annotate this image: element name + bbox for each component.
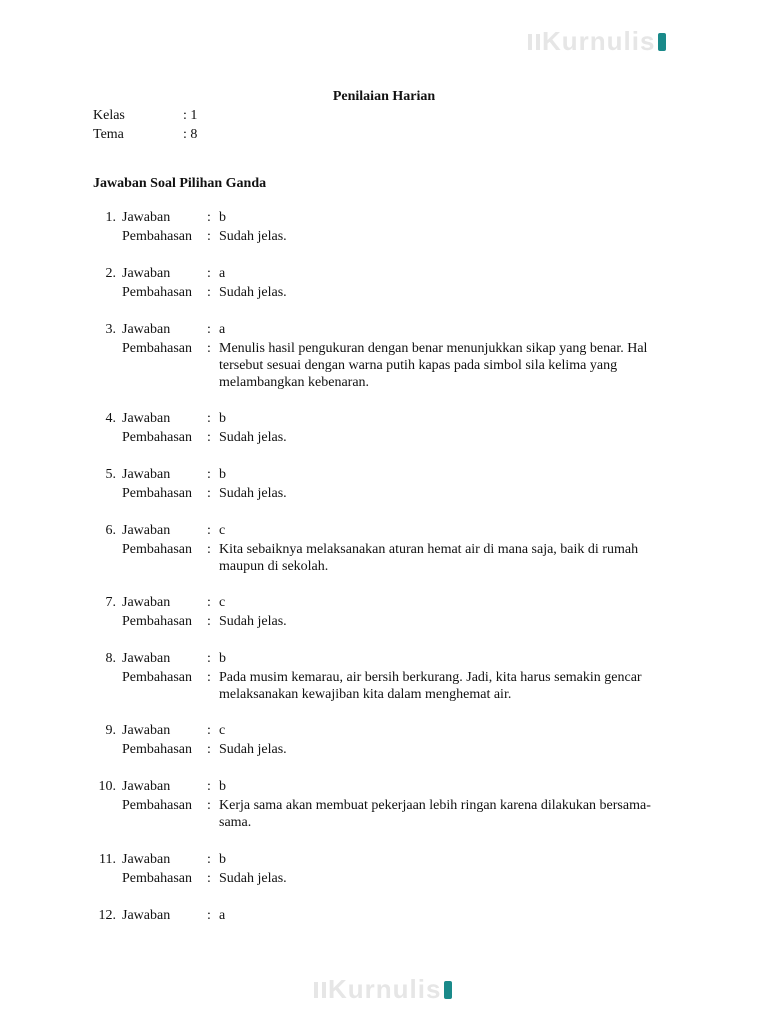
colon: : <box>207 322 211 337</box>
answer-value: b <box>219 852 226 867</box>
colon: : <box>207 542 211 557</box>
explanation-label: Pembahasan <box>122 341 192 356</box>
item-number: 1. <box>105 210 116 225</box>
item-number: 10. <box>98 779 116 794</box>
answer-label: Jawaban <box>122 595 171 610</box>
explanation-row <box>0 796 768 830</box>
section-heading: Jawaban Soal Pilihan Ganda <box>93 176 267 191</box>
answer-item <box>0 593 768 631</box>
watermark-tag-icon <box>658 33 666 51</box>
watermark-tag-icon <box>444 981 452 999</box>
watermark-brand: Kurnulis <box>542 26 656 56</box>
explanation-text: Menulis hasil pengukuran dengan benar menunjukkan sikap yang benar. Hal tersebut sesuai dengan warna putih kapas pada simbol sila kelima yang melambangkan kebenaran. <box>219 341 648 390</box>
answer-item <box>0 521 768 574</box>
colon: : <box>207 210 211 225</box>
answer-label: Jawaban <box>122 523 171 538</box>
explanation-label: Pembahasan <box>122 229 192 244</box>
explanation-text: Sudah jelas. <box>219 285 287 300</box>
answer-row <box>0 521 768 540</box>
item-number: 11. <box>99 852 116 867</box>
explanation-text: Sudah jelas. <box>219 229 287 244</box>
colon: : <box>207 523 211 538</box>
colon: : <box>207 779 211 794</box>
colon: : <box>207 651 211 666</box>
meta-tema <box>93 125 293 144</box>
answer-value: b <box>219 779 226 794</box>
watermark-logo-bottom <box>314 974 452 1005</box>
explanation-row <box>0 484 768 503</box>
explanation-text: Sudah jelas. <box>219 430 287 445</box>
explanation-row <box>0 869 768 888</box>
colon: : <box>207 908 211 923</box>
answer-value: b <box>219 411 226 426</box>
colon: : <box>207 723 211 738</box>
explanation-text: Sudah jelas. <box>219 614 287 629</box>
meta-label: Kelas <box>93 108 125 123</box>
answer-item <box>0 721 768 759</box>
answer-row <box>0 593 768 612</box>
item-number: 6. <box>105 523 116 538</box>
answer-item <box>0 409 768 447</box>
answer-value: b <box>219 467 226 482</box>
answer-row <box>0 264 768 283</box>
colon: : <box>207 742 211 757</box>
answer-label: Jawaban <box>122 210 171 225</box>
item-number: 9. <box>105 723 116 738</box>
explanation-text: Kita sebaiknya melaksanakan aturan hemat air di mana saja, baik di rumah maupun di sekolah. <box>219 542 639 574</box>
watermark-logo-top <box>528 26 666 57</box>
answer-value: a <box>219 266 226 281</box>
answer-label: Jawaban <box>122 467 171 482</box>
answer-label: Jawaban <box>122 908 171 923</box>
item-number: 2. <box>105 266 116 281</box>
explanation-text: Sudah jelas. <box>219 742 287 757</box>
answer-item <box>0 906 768 925</box>
item-number: 12. <box>98 908 116 923</box>
explanation-text: Sudah jelas. <box>219 871 287 886</box>
colon: : <box>207 798 211 813</box>
explanation-label: Pembahasan <box>122 742 192 757</box>
meta-label: Tema <box>93 127 124 142</box>
meta-value: : 8 <box>183 127 198 142</box>
answer-value: c <box>219 723 226 738</box>
answer-row <box>0 465 768 484</box>
explanation-row <box>0 540 768 574</box>
explanation-label: Pembahasan <box>122 285 192 300</box>
answer-item <box>0 777 768 830</box>
answer-label: Jawaban <box>122 651 171 666</box>
answer-row <box>0 850 768 869</box>
colon: : <box>207 430 211 445</box>
answer-value: c <box>219 523 226 538</box>
document-title: Penilaian Harian <box>332 89 436 104</box>
meta-value: : 1 <box>183 108 198 123</box>
answer-value: a <box>219 908 226 923</box>
colon: : <box>207 229 211 244</box>
meta-kelas <box>93 106 293 125</box>
answer-row <box>0 409 768 428</box>
colon: : <box>207 411 211 426</box>
colon: : <box>207 341 211 356</box>
explanation-text: Kerja sama akan membuat pekerjaan lebih ringan karena dilakukan bersama-sama. <box>219 798 651 830</box>
colon: : <box>207 595 211 610</box>
explanation-row <box>0 339 768 390</box>
item-number: 5. <box>105 467 116 482</box>
colon: : <box>207 670 211 685</box>
answer-label: Jawaban <box>122 322 171 337</box>
answer-item <box>0 320 768 390</box>
explanation-label: Pembahasan <box>122 871 192 886</box>
answer-row <box>0 721 768 740</box>
explanation-text: Pada musim kemarau, air bersih berkurang. Jadi, kita harus semakin gencar melaksanakan kewajiban kita dalam menghemat air. <box>219 670 642 702</box>
explanation-row <box>0 428 768 447</box>
explanation-label: Pembahasan <box>122 614 192 629</box>
answer-label: Jawaban <box>122 852 171 867</box>
explanation-label: Pembahasan <box>122 486 192 501</box>
colon: : <box>207 871 211 886</box>
explanation-row <box>0 740 768 759</box>
explanation-label: Pembahasan <box>122 798 192 813</box>
colon: : <box>207 266 211 281</box>
colon: : <box>207 852 211 867</box>
answer-row <box>0 320 768 339</box>
explanation-label: Pembahasan <box>122 670 192 685</box>
answer-row <box>0 906 768 925</box>
explanation-row <box>0 668 768 702</box>
item-number: 8. <box>105 651 116 666</box>
colon: : <box>207 614 211 629</box>
explanation-row <box>0 283 768 302</box>
answer-item <box>0 208 768 246</box>
answer-value: a <box>219 322 226 337</box>
answer-value: b <box>219 210 226 225</box>
answer-row <box>0 649 768 668</box>
explanation-row <box>0 612 768 631</box>
item-number: 7. <box>105 595 116 610</box>
answer-label: Jawaban <box>122 723 171 738</box>
logo-mark-icon <box>528 34 540 50</box>
item-number: 4. <box>105 411 116 426</box>
answer-item <box>0 649 768 702</box>
answer-label: Jawaban <box>122 779 171 794</box>
answer-item <box>0 465 768 503</box>
explanation-row <box>0 227 768 246</box>
answer-value: b <box>219 651 226 666</box>
explanation-label: Pembahasan <box>122 430 192 445</box>
watermark-brand: Kurnulis <box>328 974 442 1004</box>
answer-item <box>0 264 768 302</box>
answer-label: Jawaban <box>122 266 171 281</box>
answer-row <box>0 777 768 796</box>
explanation-text: Sudah jelas. <box>219 486 287 501</box>
colon: : <box>207 486 211 501</box>
colon: : <box>207 467 211 482</box>
item-number: 3. <box>105 322 116 337</box>
explanation-label: Pembahasan <box>122 542 192 557</box>
answer-value: c <box>219 595 226 610</box>
answer-row <box>0 208 768 227</box>
logo-mark-icon <box>314 982 326 998</box>
answer-item <box>0 850 768 888</box>
colon: : <box>207 285 211 300</box>
answer-label: Jawaban <box>122 411 171 426</box>
